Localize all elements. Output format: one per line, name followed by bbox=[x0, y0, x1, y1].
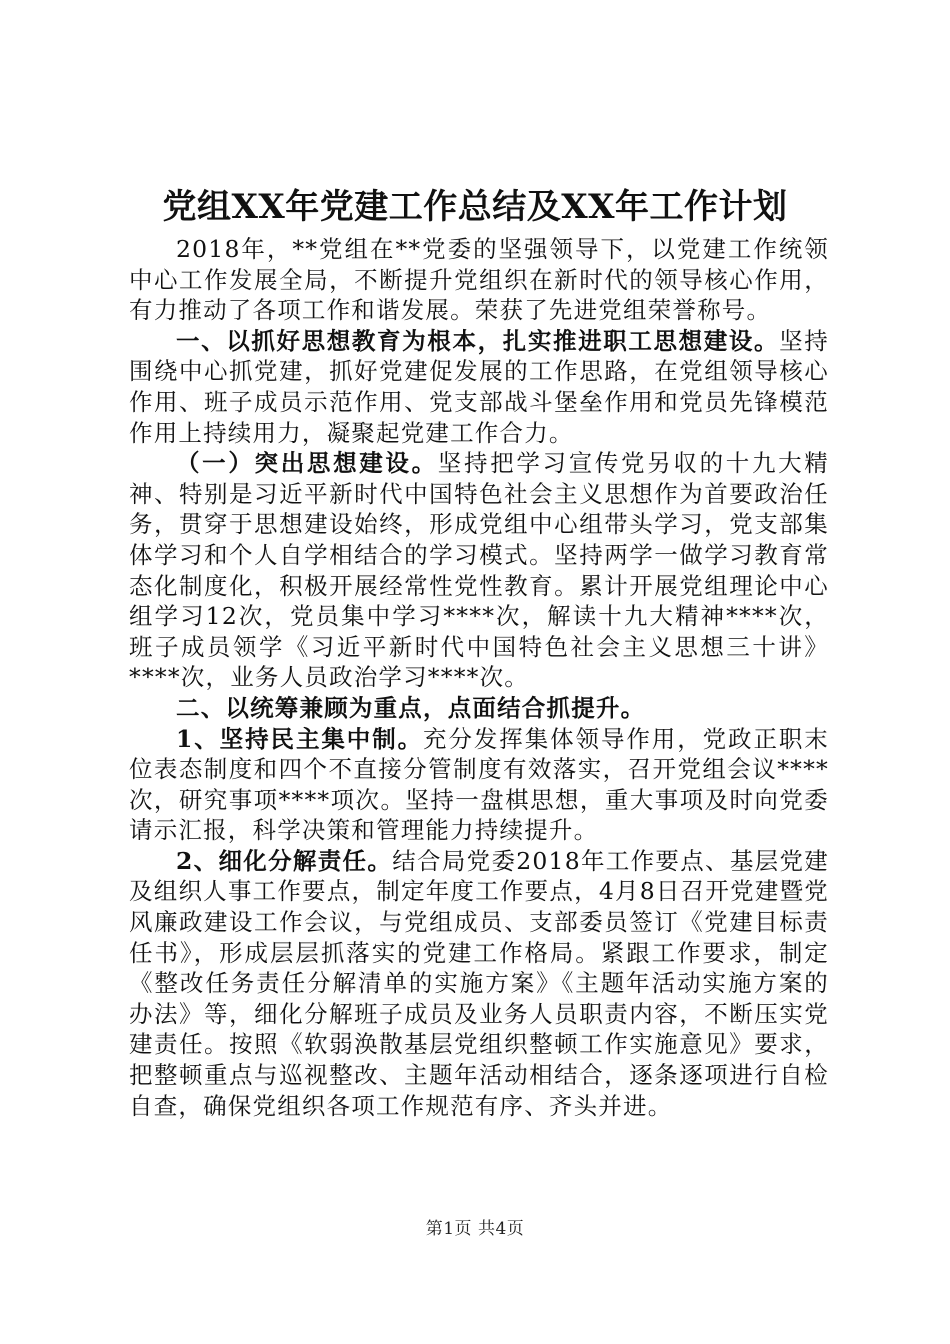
paragraph-section-1-1 bbox=[129, 448, 829, 693]
document-body bbox=[129, 234, 829, 1121]
paragraph-text: 2018年，**党组在**党委的坚强领导下，以党建工作统领中心工作发展全局，不断提升党组织在新时代的领导核心作用，有力推动了各项工作和谐发展。荣获了先进党组荣誉称号。 bbox=[129, 235, 829, 325]
paragraph-heading: 一、以抓好思想教育为根本，扎实推进职工思想建设。 bbox=[176, 326, 780, 355]
paragraph-heading: 二、以统筹兼顾为重点，点面结合抓提升。 bbox=[176, 693, 646, 722]
page-footer: 第1页 共4页 bbox=[425, 1219, 525, 1239]
paragraph-heading: 2、细化分解责任。 bbox=[176, 846, 393, 875]
paragraph-section-2 bbox=[129, 693, 829, 724]
paragraph-section-1 bbox=[129, 326, 829, 448]
paragraph-heading: （一）突出思想建设。 bbox=[176, 449, 438, 478]
paragraph-section-2-1 bbox=[129, 724, 829, 846]
paragraph-text: 坚持把学习宣传党另収的十九大精神、特别是习近平新时代中国特色社会主义思想作为首要政治任务，贯穿于思想建设始终，形成党组中心组带头学习，党支部集体学习和个人自学相结合的学习模式。坚持两学一做学习教育常态化制度化，积极开展经常性党性教育。累计开展党组理论中心组学习12次，党员集中学习****次，解读十九大精神****次，班子成员领学《习近平新时代中国特色社会主义思想三十讲》****次，业务人员政治学习****次。 bbox=[129, 449, 830, 692]
paragraph-section-2-2 bbox=[129, 846, 829, 1121]
document-title: 党组XX年党建工作总结及XX年工作计划 bbox=[162, 187, 788, 227]
paragraph-intro bbox=[129, 234, 829, 326]
paragraph-text: 坚持围绕中心抓党建，抓好党建促发展的工作思路，在党组领导核心作用、班子成员示范作用、党支部战斗堡垒作用和党员先锋模范作用上持续用力，凝聚起党建工作合力。 bbox=[129, 326, 829, 447]
paragraph-heading: 1、坚持民主集中制。 bbox=[176, 724, 424, 753]
paragraph-text: 充分发挥集体领导作用，党政正职末位表态制度和四个不直接分管制度有效落实，召开党组会议****次，研究事项****项次。坚持一盘棋思想，重大事项及时向党委请示汇报，科学决策和管理能力持续提升。 bbox=[129, 724, 829, 845]
paragraph-text: 结合局党委2018年工作要点、基层党建及组织人事工作要点，制定年度工作要点，4月8日召开党建暨党风廉政建设工作会议，与党组成员、支部委员签订《党建目标责任书》，形成层层抓落实的党建工作格局。紧跟工作要求，制定《整改任务责任分解清单的实施方案》《主题年活动实施方案的办法》等，细化分解班子成员及业务人员职责内容，不断压实党建责任。按照《软弱涣散基层党组织整顿工作实施意见》要求，把整顿重点与巡视整改、主题年活动相结合，逐条逐项进行自检自查，确保党组织各项工作规范有序、齐头并进。 bbox=[129, 846, 830, 1120]
